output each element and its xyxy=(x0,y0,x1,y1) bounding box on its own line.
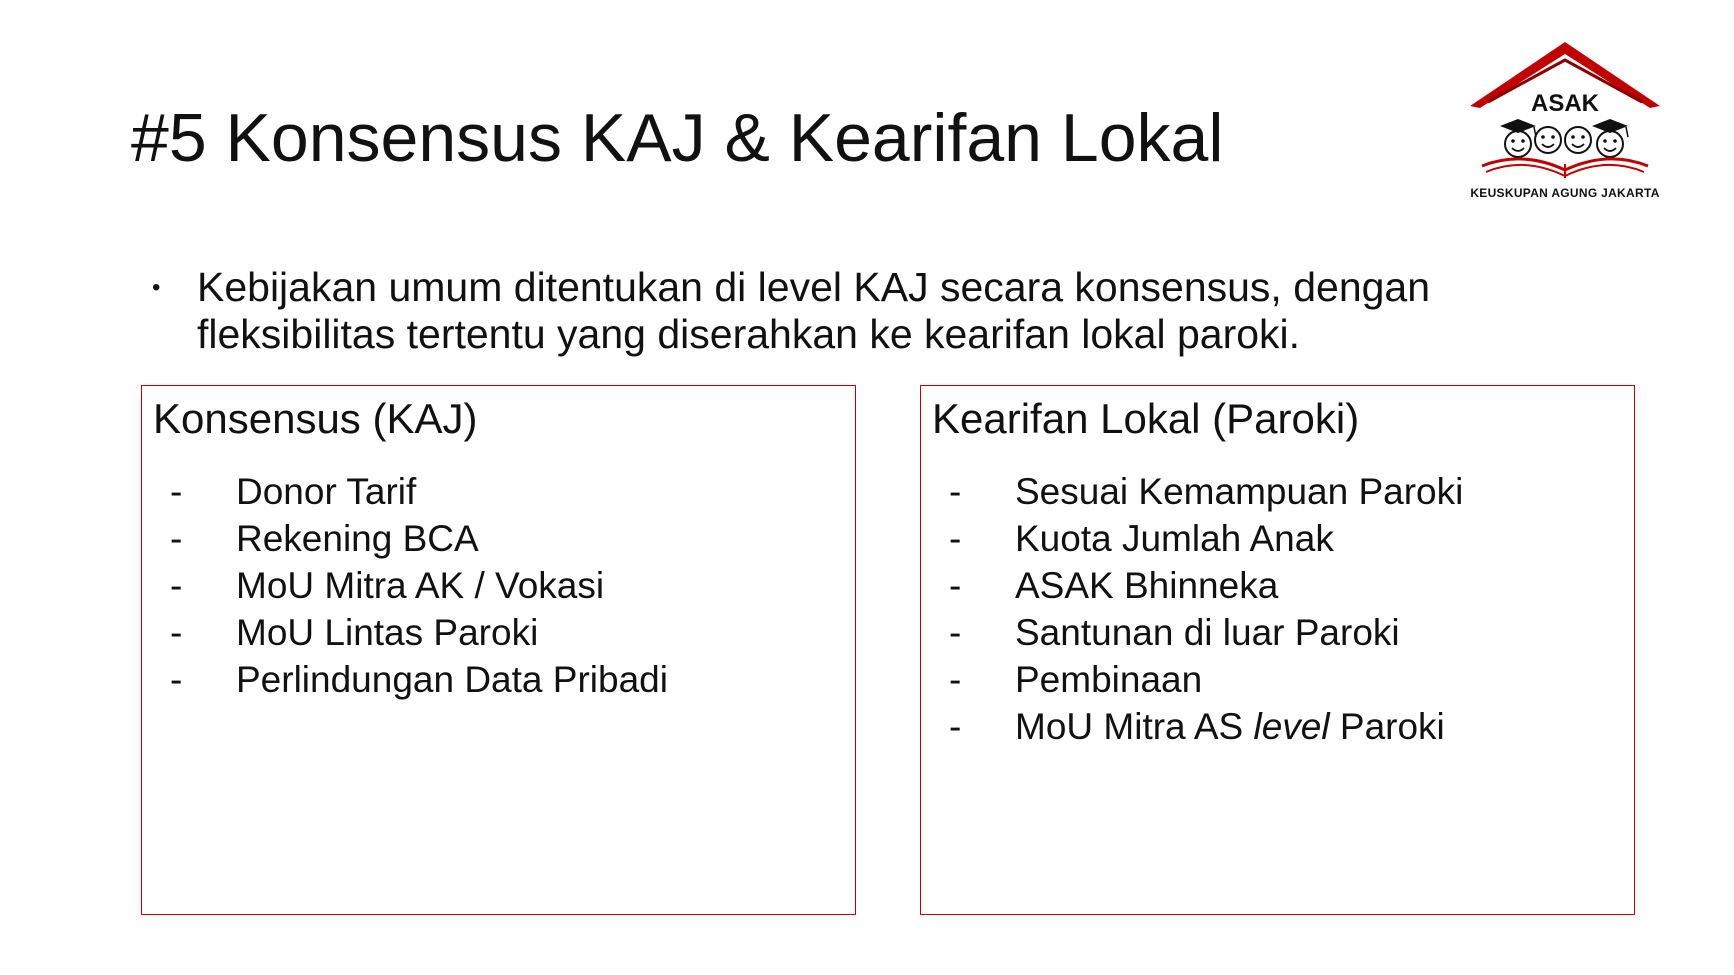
list-item xyxy=(170,562,668,609)
consensus-list xyxy=(170,468,668,703)
dash-marker: - xyxy=(170,518,183,559)
list-item xyxy=(170,468,668,515)
list-item xyxy=(949,656,1463,703)
list-item-text: MoU Mitra AK / Vokasi xyxy=(236,565,605,606)
local-wisdom-list xyxy=(949,468,1463,750)
list-item xyxy=(949,515,1463,562)
list-item-text: Perlindungan Data Pribadi xyxy=(236,659,668,700)
list-item xyxy=(949,609,1463,656)
list-item-text: Rekening BCA xyxy=(236,518,479,559)
list-item-text: Pembinaan xyxy=(1015,659,1203,700)
dash-marker: - xyxy=(170,659,183,700)
list-item xyxy=(949,468,1463,515)
list-item-text: Kuota Jumlah Anak xyxy=(1015,518,1334,559)
dash-marker: - xyxy=(170,471,183,512)
asak-house-logo-icon xyxy=(1460,38,1670,188)
consensus-panel xyxy=(141,385,856,915)
list-item-text: Santunan di luar Paroki xyxy=(1015,612,1400,653)
list-item xyxy=(170,656,668,703)
list-item xyxy=(949,703,1463,750)
intro-text: Kebijakan umum ditentukan di level KAJ secara konsensus, dengan fleksibilitas tertentu yang diserahkan ke kearifan lokal paroki. xyxy=(197,264,1431,357)
dash-marker: - xyxy=(949,706,962,747)
list-item-text: ASAK Bhinneka xyxy=(1015,565,1279,606)
intro-bullet-point xyxy=(152,262,1612,358)
logo-wordmark: ASAK xyxy=(1530,90,1600,117)
list-item-text: Donor Tarif xyxy=(236,471,417,512)
local-wisdom-heading: Kearifan Lokal (Paroki) xyxy=(932,395,1360,442)
list-item-text: Sesuai Kemampuan Paroki xyxy=(1015,471,1464,512)
list-item xyxy=(170,609,668,656)
list-item-text xyxy=(1015,703,1445,750)
dash-marker: - xyxy=(949,565,962,606)
list-item-emphasis: level xyxy=(1253,706,1330,747)
dash-marker: - xyxy=(170,612,183,653)
list-item-prefix: MoU Mitra AS xyxy=(1015,706,1254,747)
list-item xyxy=(949,562,1463,609)
dash-marker: - xyxy=(949,659,962,700)
dash-marker: - xyxy=(949,518,962,559)
dash-marker: - xyxy=(949,612,962,653)
bullet-marker: • xyxy=(152,274,161,301)
list-item-text: MoU Lintas Paroki xyxy=(236,612,539,653)
dash-marker: - xyxy=(949,471,962,512)
dash-marker: - xyxy=(170,565,183,606)
consensus-heading: Konsensus (KAJ) xyxy=(153,395,478,442)
local-wisdom-panel xyxy=(920,385,1635,915)
list-item-suffix: Paroki xyxy=(1329,706,1445,747)
asak-logo xyxy=(1460,38,1670,208)
logo-caption: KEUSKUPAN AGUNG JAKARTA xyxy=(1470,186,1660,200)
list-item xyxy=(170,515,668,562)
slide-title: #5 Konsensus KAJ & Kearifan Lokal xyxy=(131,100,1224,176)
